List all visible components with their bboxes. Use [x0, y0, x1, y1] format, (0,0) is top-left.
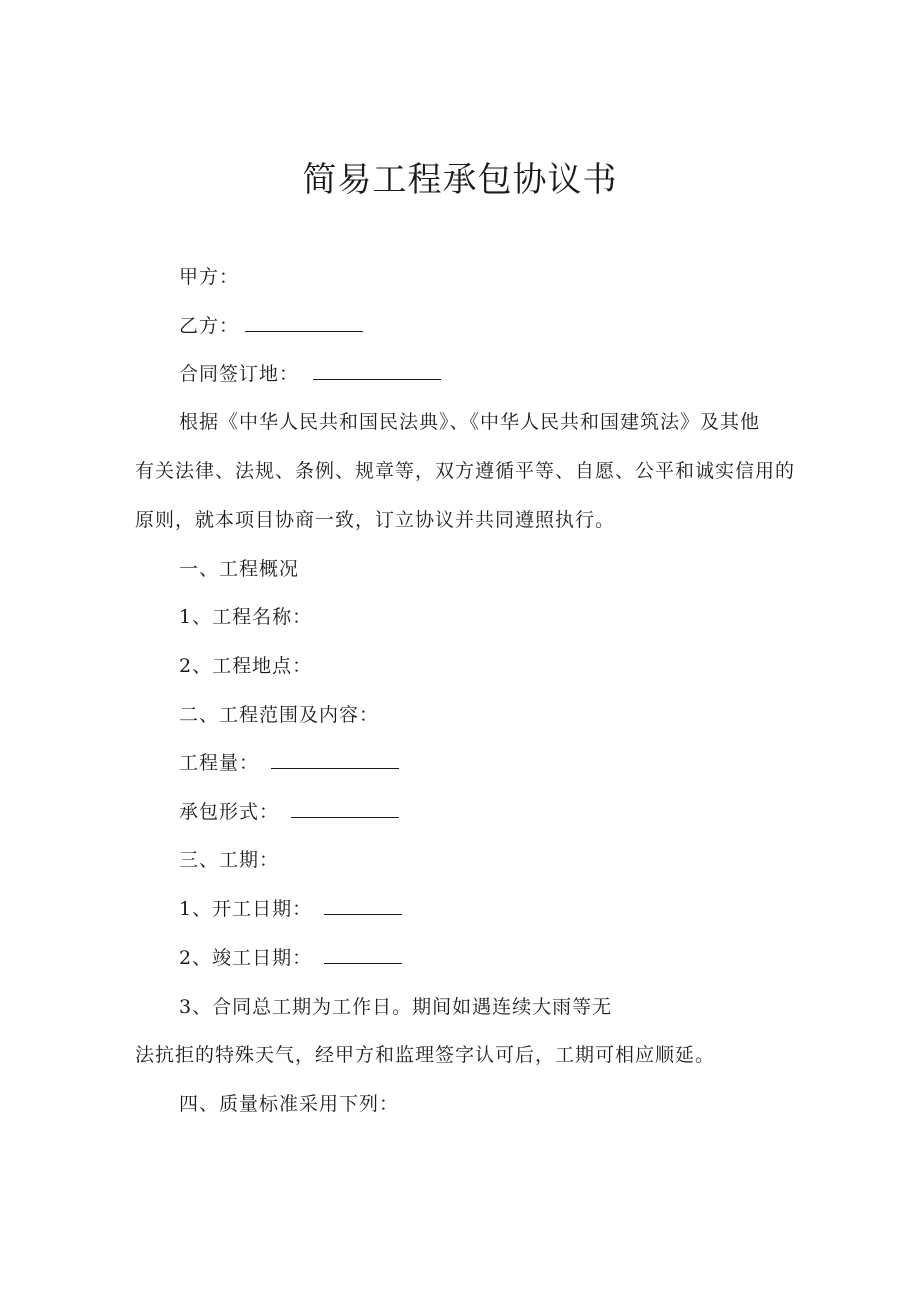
- contract-form-text: 承包形式：: [179, 801, 280, 823]
- party-b-line: [179, 314, 363, 338]
- end-date-text: 2、竣工日期：: [179, 947, 313, 969]
- end-date-line: [179, 946, 402, 970]
- section-3-heading: 三、工期：: [179, 849, 280, 871]
- party-a-label: [179, 265, 239, 289]
- preamble-line-2: 有关法律、法规、条例、规章等，双方遵循平等、自愿、公平和诚实信用的: [135, 460, 796, 482]
- section-2-heading: 二、工程范围及内容：: [179, 704, 380, 726]
- project-name-label: 1、工程名称：: [179, 606, 313, 628]
- sign-place-text: 合同签订地：: [179, 363, 300, 385]
- duration-line-2: 法抗拒的特殊天气，经甲方和监理签字认可后，工期可相应顺延。: [135, 1044, 716, 1066]
- sign-place-line: [179, 362, 441, 386]
- start-date-blank: [324, 897, 402, 915]
- quantity-text: 工程量：: [179, 752, 260, 774]
- party-a-text: 甲方：: [179, 266, 240, 288]
- section-4-heading: 四、质量标准采用下列：: [179, 1093, 400, 1115]
- document-title: 简易工程承包协议书: [302, 160, 618, 200]
- preamble-line-1: 根据《中华人民共和国民法典》、《中华人民共和国建筑法》及其他: [179, 411, 761, 433]
- party-b-text: 乙方：: [179, 315, 240, 337]
- section-1-heading: 一、工程概况: [179, 558, 300, 580]
- quantity-line: [179, 751, 399, 775]
- sign-place-blank: [313, 362, 441, 380]
- contract-form-line: [179, 800, 399, 824]
- party-b-blank: [245, 314, 363, 332]
- project-location-label: 2、工程地点：: [179, 655, 313, 677]
- start-date-text: 1、开工日期：: [179, 898, 313, 920]
- start-date-line: [179, 897, 402, 921]
- quantity-blank: [271, 751, 399, 769]
- duration-line-1: 3、合同总工期为工作日。期间如遇连续大雨等无: [179, 996, 613, 1018]
- end-date-blank: [324, 946, 402, 964]
- preamble-line-3: 原则，就本项目协商一致，订立协议并共同遵照执行。: [135, 509, 616, 531]
- contract-form-blank: [291, 800, 399, 818]
